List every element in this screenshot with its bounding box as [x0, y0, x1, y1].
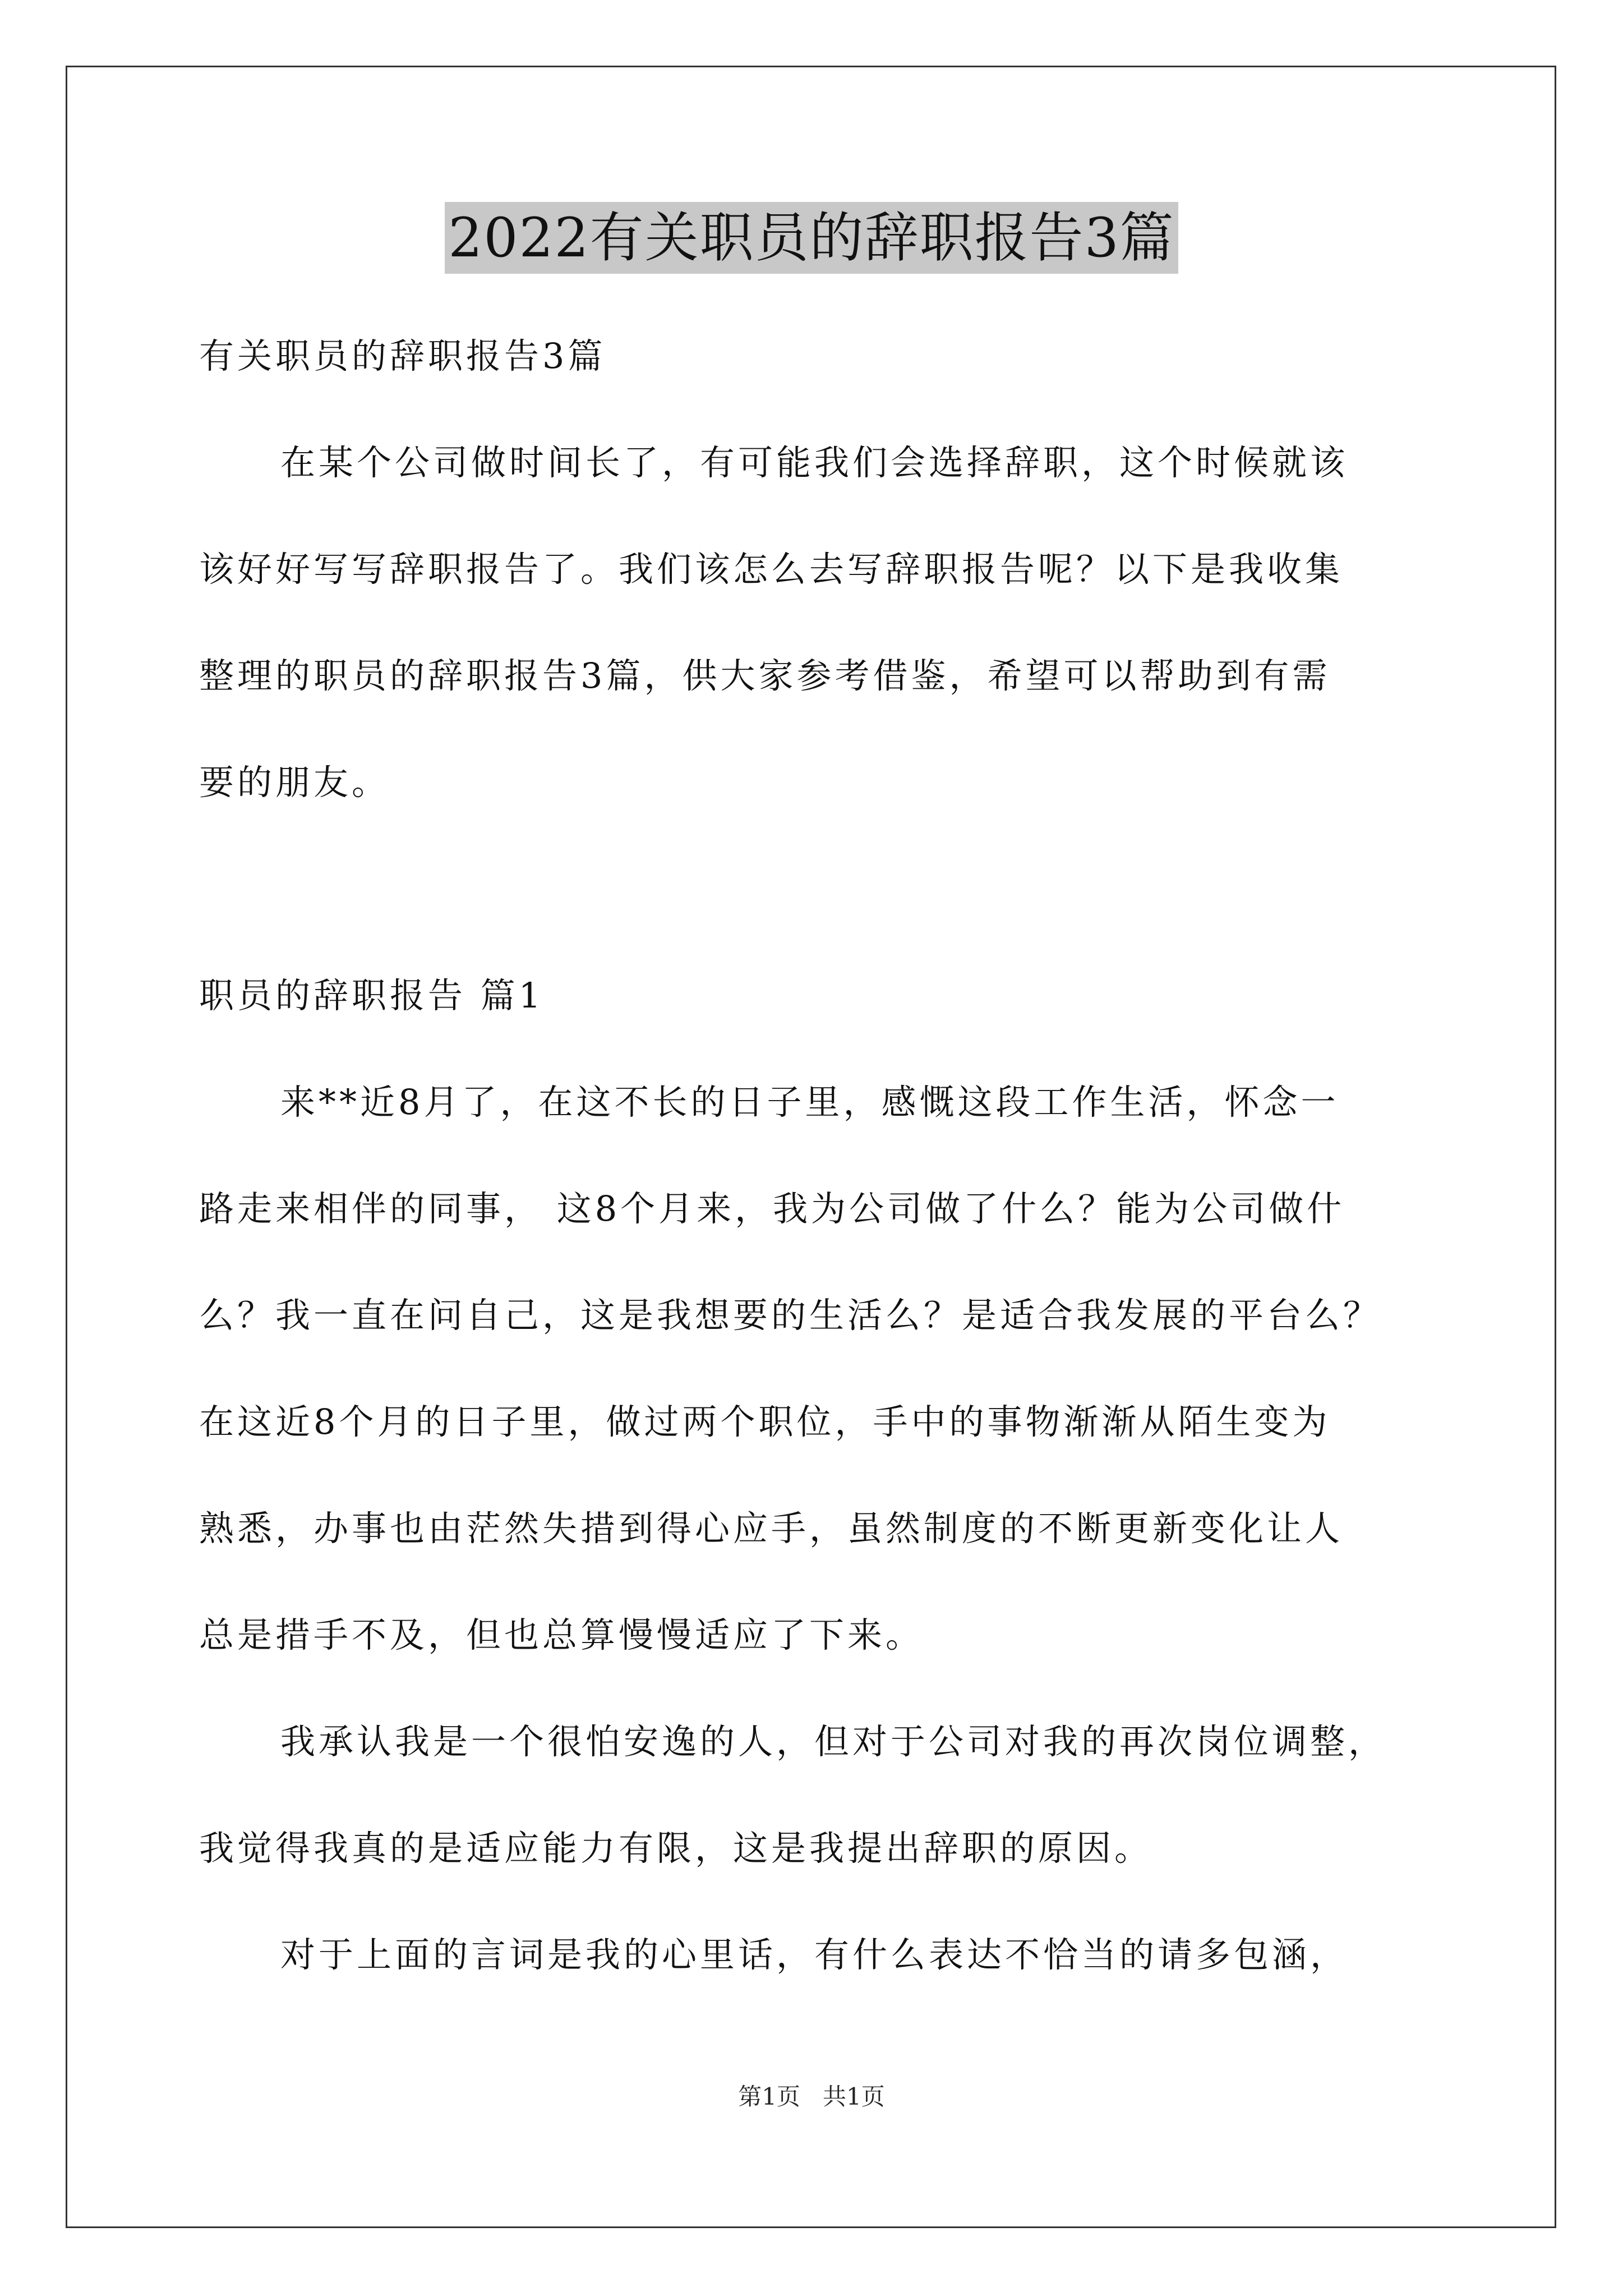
body-paragraph-3 [199, 1902, 1433, 2008]
paragraph-line: 我承认我是一个很怕安逸的人，但对于公司对我的再次岗位调整， [280, 1721, 1387, 1762]
page-number-current: 第1页 [738, 2083, 800, 2110]
document-body [199, 303, 1433, 2008]
body-paragraph-2 [199, 1688, 1433, 1902]
intro-line: 该好好写写辞职报告了。我们该怎么去写辞职报告呢？以下是我收集 [199, 549, 1344, 590]
paragraph-line: 来**近8月了，在这不长的日子里，感慨这段工作生活，怀念一 [280, 1082, 1339, 1122]
body-paragraph-1 [199, 1049, 1433, 1688]
paragraph-line: 我觉得我真的是适应能力有限，这是我提出辞职的原因。 [199, 1828, 1153, 1869]
paragraph-line: 么？我一直在问自己，这是我想要的生活么？是适合我发展的平台么？ [199, 1295, 1382, 1336]
title-area [0, 202, 1623, 274]
paragraph-line: 在这近8个月的日子里，做过两个职位，手中的事物渐渐从陌生变为 [199, 1401, 1331, 1442]
document-subtitle: 有关职员的辞职报告3篇 [199, 335, 606, 376]
intro-line: 整理的职员的辞职报告3篇，供大家参考借鉴，希望可以帮助到有需 [199, 655, 1331, 696]
paragraph-line: 熟悉，办事也由茫然失措到得心应手，虽然制度的不断更新变化让人 [199, 1508, 1344, 1549]
intro-paragraph [199, 409, 1433, 836]
paragraph-line: 路走来相伴的同事， 这8个月来，我为公司做了什么？能为公司做什 [199, 1188, 1345, 1229]
paragraph-line: 对于上面的言词是我的心里话，有什么表达不恰当的请多包涵， [280, 1934, 1349, 1975]
page-number-total: 共1页 [823, 2083, 885, 2110]
section-heading: 职员的辞职报告 篇1 [199, 975, 545, 1016]
document-title: 2022有关职员的辞职报告3篇 [445, 202, 1178, 274]
page-footer [0, 2078, 1623, 2112]
paragraph-line: 总是措手不及，但也总算慢慢适应了下来。 [199, 1614, 924, 1655]
spacer [199, 836, 1433, 942]
intro-line: 在某个公司做时间长了，有可能我们会选择辞职，这个时候就该 [280, 442, 1349, 483]
intro-line: 要的朋友。 [199, 762, 390, 803]
